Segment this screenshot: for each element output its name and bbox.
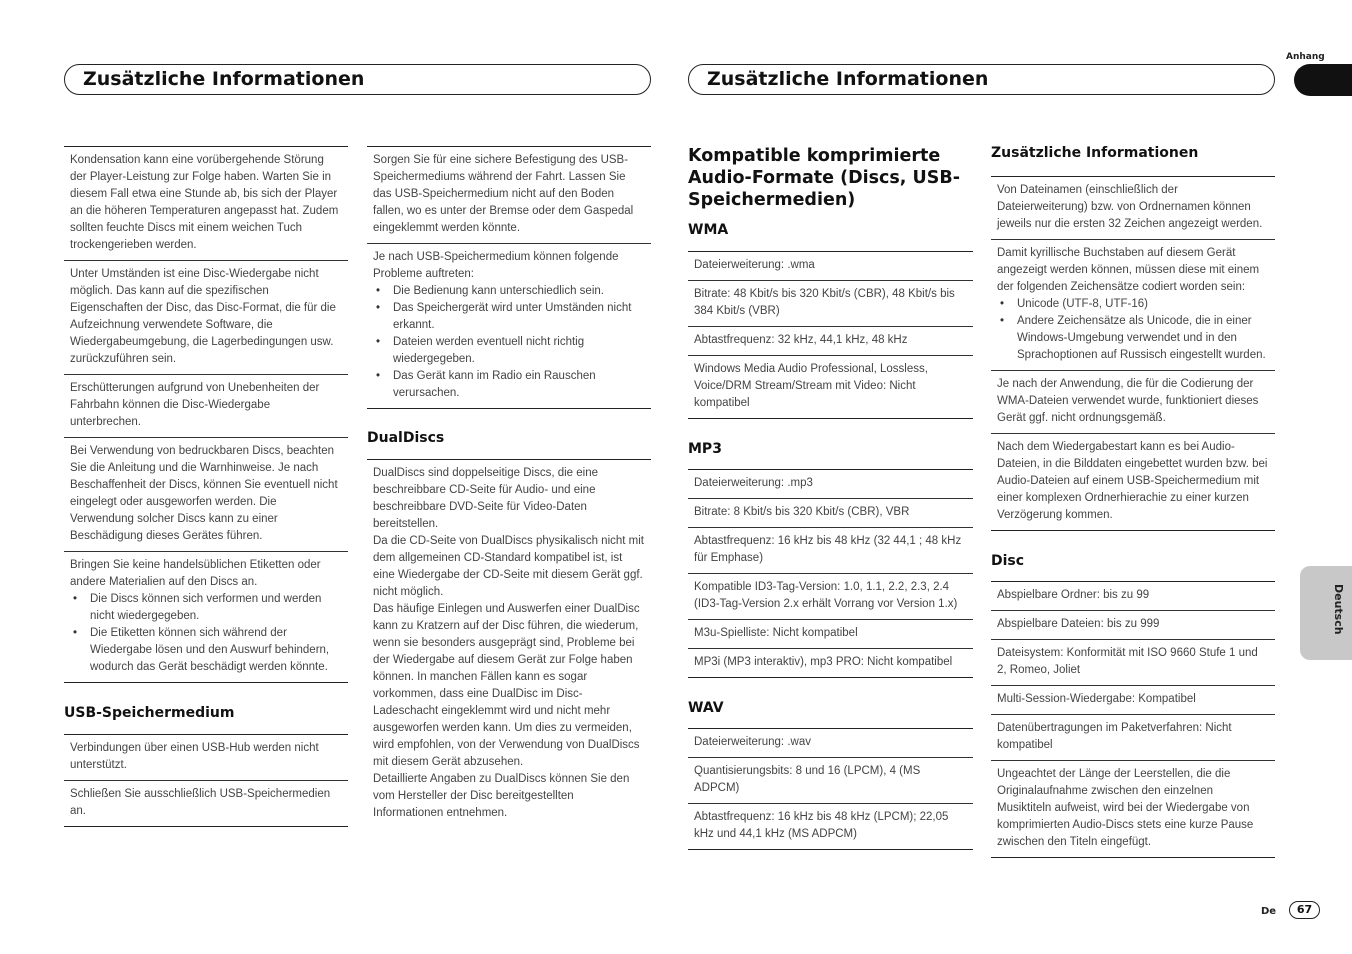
spec-row: Dateierweiterung: .wav bbox=[688, 729, 973, 758]
note-row: Bei Verwendung von bedruckbaren Discs, beachten Sie die Anleitung und die Warnhinweise. Je nach Beschaffenheit der Discs, können Sie eventuell nicht eingelegt oder ausgeworfen werden. Die Verwendung solcher Discs kann zu einer Beschädigung dieses Gerätes führen. bbox=[64, 438, 348, 552]
disc-table bbox=[991, 581, 1275, 858]
note-row: Unter Umständen ist eine Disc-Wiedergabe nicht möglich. Das kann auf die spezifischen Eigenschaften der Disc, das Disc-Format, die für die Aufzeichnung verwendete Software, die Wiedergabeumgebung, die Lagerbedingungen usw. zurückzuführen sein. bbox=[64, 261, 348, 375]
spec-row: Datenübertragungen im Paketverfahren: Nicht kompatibel bbox=[991, 715, 1275, 761]
bullet-item: • Das Gerät kann im Radio ein Rauschen verursachen. bbox=[373, 368, 645, 402]
note-row: Verbindungen über einen USB-Hub werden nicht unterstützt. bbox=[64, 735, 348, 781]
spec-row: Abspielbare Ordner: bis zu 99 bbox=[991, 582, 1275, 611]
bullet-list bbox=[373, 283, 645, 402]
usb-notes-box bbox=[64, 734, 348, 827]
usb-heading: USB-Speichermedium bbox=[64, 705, 235, 721]
language-side-tab bbox=[1300, 566, 1352, 660]
spec-row: Dateierweiterung: .wma bbox=[688, 252, 973, 281]
note-row: Sorgen Sie für eine sichere Befestigung des USB-Speichermediums während der Fahrt. Lassen Sie das USB-Speichermedium nicht auf den Boden fallen, wo es unter der Bremse oder dem Gaspedal eingeklemmt werden könnte. bbox=[367, 147, 651, 244]
mp3-heading: MP3 bbox=[688, 441, 722, 457]
column-3 bbox=[688, 145, 973, 850]
info-intro: Damit kyrillische Buchstaben auf diesem Gerät angezeigt werden können, müssen diese mit einem der folgenden Zeichensätze codiert worden sein: bbox=[997, 247, 1260, 293]
usb-continued-box bbox=[367, 146, 651, 409]
spec-row: Quantisierungsbits: 8 und 16 (LPCM), 4 (MS ADPCM) bbox=[688, 758, 973, 804]
dualdiscs-paragraph: Das häufige Einlegen und Auswerfen einer DualDisc kann zu Kratzern auf der Disc führen, die wiederum, wenn sie besonders ausgeprägt sind, Probleme bei der Wiedergabe auf diesem Gerät zur Folge haben können. In manchen Fällen kann es sogar vorkommen, dass eine DualDisc im Disc-Ladeschacht eingeklemmt wird und nicht mehr ausgeworfen werden kann. Um dies zu vermeiden, wird empfohlen, von der Verwendung von DualDiscs mit diesem Gerät abzusehen. bbox=[373, 603, 640, 768]
right-header-title: Zusätzliche Informationen bbox=[688, 64, 1275, 95]
spec-row: MP3i (MP3 interaktiv), mp3 PRO: Nicht kompatibel bbox=[694, 656, 953, 668]
additional-info-heading: Zusätzliche Informationen bbox=[991, 145, 1199, 161]
section-label: Anhang bbox=[1286, 52, 1325, 62]
bullet-item: • Die Discs können sich verformen und werden nicht wiedergegeben. bbox=[70, 591, 342, 625]
note-intro: Bringen Sie keine handelsüblichen Etiketten oder andere Materialien auf den Discs an. bbox=[70, 559, 321, 588]
disc-heading: Disc bbox=[991, 553, 1025, 569]
column-2 bbox=[367, 146, 651, 822]
note-row bbox=[367, 244, 651, 408]
page-number: 67 bbox=[1289, 901, 1320, 919]
bullet-item: • Andere Zeichensätze als Unicode, die in einer Windows-Umgebung verwendet und in den Sprachoptionen auf Russisch eingestellt wurden. bbox=[997, 313, 1269, 364]
bullet-item: • Die Bedienung kann unterschiedlich sein. bbox=[373, 283, 645, 300]
compatible-formats-title: Kompatible komprimierte Audio-Formate (Discs, USB-Speichermedien) bbox=[688, 146, 960, 210]
disc-notes-box bbox=[64, 146, 348, 683]
info-row: Je nach der Anwendung, die für die Codierung der WMA-Dateien verwendet wurde, funktioniert dieses Gerät ggf. nicht ordnungsgemäß. bbox=[991, 371, 1275, 434]
additional-info-box bbox=[991, 176, 1275, 531]
info-row: Von Dateinamen (einschließlich der Dateierweiterung) bzw. von Ordnernamen können jeweils nur die ersten 32 Zeichen angezeigt werden. bbox=[991, 177, 1275, 240]
wav-heading: WAV bbox=[688, 700, 724, 716]
wma-heading: WMA bbox=[688, 222, 729, 238]
spec-row: Ungeachtet der Länge der Leerstellen, die die Originalaufnahme zwischen den einzelnen Musiktiteln aufweist, wird bei der Wiedergabe von komprimierten Audio-Discs stets eine kurze Pause zwischen den Titeln eingefügt. bbox=[997, 768, 1254, 848]
bullet-item: • Das Speichergerät wird unter Umständen nicht erkannt. bbox=[373, 300, 645, 334]
dualdiscs-section bbox=[367, 459, 651, 822]
note-row: Kondensation kann eine vorübergehende Störung der Player-Leistung zur Folge haben. Warten Sie in diesem Fall etwa eine Stunde ab, bis sich der Player an die höheren Temperaturen angepasst hat. Zudem sollten feuchte Discs mit einem weichen Tuch trockengerieben werden. bbox=[64, 147, 348, 261]
bullet-item: • Unicode (UTF-8, UTF-16) bbox=[997, 296, 1269, 313]
spec-row: Abtastfrequenz: 32 kHz, 44,1 kHz, 48 kHz bbox=[688, 327, 973, 356]
dualdiscs-paragraph: Da die CD-Seite von DualDiscs physikalisch nicht mit dem allgemeinen CD-Standard kompatibel ist, ist eine Wiedergabe der CD-Seite mit diesem Gerät ggf. nicht möglich. bbox=[373, 535, 644, 598]
note-row: Erschütterungen aufgrund von Unebenheiten der Fahrbahn können die Disc-Wiedergabe unterbrechen. bbox=[64, 375, 348, 438]
left-header-title: Zusätzliche Informationen bbox=[64, 64, 651, 95]
info-row bbox=[991, 240, 1275, 371]
dualdiscs-paragraph: DualDiscs sind doppelseitige Discs, die eine beschreibbare CD-Seite für Audio- und eine beschreibbare DVD-Seite für Video-Daten bereitstellen. bbox=[373, 467, 599, 530]
spec-row: M3u-Spielliste: Nicht kompatibel bbox=[688, 620, 973, 649]
dualdiscs-heading: DualDiscs bbox=[367, 430, 445, 446]
spec-row: Multi-Session-Wiedergabe: Kompatibel bbox=[991, 686, 1275, 715]
spec-row: Dateierweiterung: .mp3 bbox=[688, 470, 973, 499]
info-row: Nach dem Wiedergabestart kann es bei Audio-Dateien, in die Bilddaten eingebettet wurden bzw. bei Audio-Dateien auf einem USB-Speichermedium mit einer komplexen Ordnerhierachie zu einer kurzen Verzögerung kommen. bbox=[997, 441, 1268, 521]
spec-row: Windows Media Audio Professional, Lossless, Voice/DRM Stream/Stream mit Video: Nicht kompatibel bbox=[694, 363, 928, 409]
dualdiscs-paragraph: Detaillierte Angaben zu DualDiscs können Sie den vom Hersteller der Disc bereitgestellten Informationen entnehmen. bbox=[373, 773, 630, 819]
column-1 bbox=[64, 146, 348, 827]
bullet-list bbox=[997, 296, 1269, 364]
footer-language-code: De bbox=[1261, 906, 1277, 917]
section-tab-marker bbox=[1294, 64, 1352, 96]
spec-row: Bitrate: 8 Kbit/s bis 320 Kbit/s (CBR), VBR bbox=[688, 499, 973, 528]
note-row bbox=[64, 552, 348, 682]
wma-table bbox=[688, 251, 973, 419]
mp3-table bbox=[688, 469, 973, 678]
spec-row: Dateisystem: Konformität mit ISO 9660 Stufe 1 und 2, Romeo, Joliet bbox=[991, 640, 1275, 686]
spec-row: Abtastfrequenz: 16 kHz bis 48 kHz (LPCM); 22,05 kHz und 44,1 kHz (MS ADPCM) bbox=[694, 811, 949, 840]
side-tab-label: Deutsch bbox=[1332, 584, 1345, 635]
wav-table bbox=[688, 728, 973, 850]
note-intro: Je nach USB-Speichermedium können folgende Probleme auftreten: bbox=[373, 251, 619, 280]
bullet-list bbox=[70, 591, 342, 676]
spec-row: Kompatible ID3-Tag-Version: 1.0, 1.1, 2.2, 2.3, 2.4 (ID3-Tag-Version 2.x erhält Vorrang vor Version 1.x) bbox=[688, 574, 973, 620]
note-row: Schließen Sie ausschließlich USB-Speichermedien an. bbox=[70, 788, 331, 817]
column-4 bbox=[991, 145, 1275, 858]
spec-row: Abtastfrequenz: 16 kHz bis 48 kHz (32 44,1 ; 48 kHz für Emphase) bbox=[688, 528, 973, 574]
bullet-item: • Die Etiketten können sich während der Wiedergabe lösen und den Auswurf behindern, wodurch das Gerät beschädigt werden könnte. bbox=[70, 625, 342, 676]
spec-row: Abspielbare Dateien: bis zu 999 bbox=[991, 611, 1275, 640]
bullet-item: • Dateien werden eventuell nicht richtig wiedergegeben. bbox=[373, 334, 645, 368]
spec-row: Bitrate: 48 Kbit/s bis 320 Kbit/s (CBR), 48 Kbit/s bis 384 Kbit/s (VBR) bbox=[688, 281, 973, 327]
